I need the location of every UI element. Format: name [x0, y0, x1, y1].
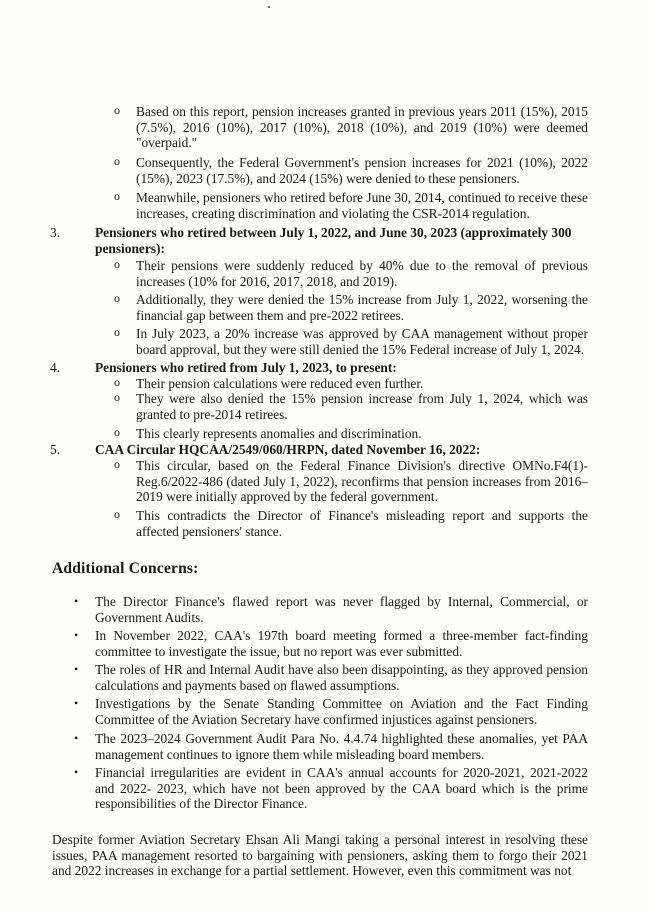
- item-heading: Pensioners who retired between July 1, 2022, and June 30, 2023 (approximately 300 pensioners):: [95, 225, 572, 256]
- hollow-bullet-icon: o: [114, 154, 120, 168]
- hollow-bullet-icon: o: [114, 425, 120, 439]
- list-item-text: They were also denied the 15% pension increase from July 1, 2024, which was granted to pre-2014 retirees.: [136, 391, 588, 422]
- list-item-text: Consequently, the Federal Government's pension increases for 2021 (10%), 2022 (15%), 2023 (17.5%), and 2024 (15%) were denied to these pensioners.: [136, 155, 588, 186]
- item-heading: CAA Circular HQCAA/2549/060/HRPN, dated November 16, 2022:: [95, 442, 481, 457]
- bullet-icon: •: [74, 731, 79, 745]
- hollow-bullet-icon: o: [114, 257, 120, 271]
- hollow-bullet-icon: o: [114, 507, 120, 521]
- list-item-text: Their pensions were suddenly reduced by 40% due to the removal of previous increases (10% for 2016, 2017, 2018, and 2019).: [136, 258, 588, 289]
- list-item-text: The roles of HR and Internal Audit have also been disappointing, as they approved pension calculations and payments based on flawed assumptions.: [95, 662, 588, 693]
- hollow-bullet-icon: o: [114, 291, 120, 305]
- hollow-bullet-icon: o: [114, 390, 120, 404]
- scan-speck: [268, 6, 270, 8]
- hollow-bullet-icon: o: [114, 325, 120, 339]
- bullet-icon: •: [74, 765, 79, 779]
- section-heading: Additional Concerns:: [52, 560, 199, 577]
- list-item-text: Financial irregularities are evident in CAA's annual accounts for 2020-2021, 2021-2022 and 2022- 2023, which have not been approved by the CAA board which is the prime responsibilities of the Director Finance.: [95, 765, 588, 812]
- list-item-text: This circular, based on the Federal Finance Division's directive OMNo.F4(1)-Reg.6/2022-486 (dated July 1, 2022), reconfirms that pension increases from 2016–2019 were initially approved by the federal government.: [136, 458, 588, 505]
- list-item-text: Investigations by the Senate Standing Committee on Aviation and the Fact Finding Committee of the Aviation Secretary have confirmed injustices against pensioners.: [95, 696, 588, 727]
- hollow-bullet-icon: o: [114, 189, 120, 203]
- item-number: 4.: [50, 360, 61, 375]
- list-item-text: This clearly represents anomalies and discrimination.: [136, 426, 422, 441]
- bullet-icon: •: [74, 594, 79, 608]
- hollow-bullet-icon: o: [114, 375, 120, 389]
- bullet-icon: •: [74, 628, 79, 642]
- list-item-text: In November 2022, CAA's 197th board meeting formed a three-member fact-finding committee to investigate the issue, but no report was ever submitted.: [95, 628, 588, 659]
- list-item-text: The Director Finance's flawed report was never flagged by Internal, Commercial, or Government Audits.: [95, 594, 588, 625]
- item-number: 3.: [50, 225, 61, 240]
- list-item-text: Additionally, they were denied the 15% increase from July 1, 2022, worsening the financial gap between them and pre-2022 retirees.: [136, 292, 588, 323]
- list-item-text: In July 2023, a 20% increase was approved by CAA management without proper board approval, but they were still denied the 15% Federal increase of July 1, 2024.: [136, 326, 588, 357]
- closing-paragraph: Despite former Aviation Secretary Ehsan Ali Mangi taking a personal interest in resolving these issues, PAA management resorted to bargaining with pensioners, asking them to forgo their 2021 and 2022 increases in exchange for a partial settlement. However, even this commitment was not: [52, 832, 588, 879]
- hollow-bullet-icon: o: [114, 103, 120, 117]
- item-number: 5.: [50, 442, 61, 457]
- list-item-text: Meanwhile, pensioners who retired before June 30, 2014, continued to receive these increases, creating discrimination and violating the CSR-2014 regulation.: [136, 190, 588, 221]
- bullet-icon: •: [74, 696, 79, 710]
- hollow-bullet-icon: o: [114, 457, 120, 471]
- item-heading: Pensioners who retired from July 1, 2023, to present:: [95, 360, 397, 375]
- list-item-text: The 2023–2024 Government Audit Para No. 4.4.74 highlighted these anomalies, yet PAA management continues to ignore them while misleading board members.: [95, 731, 588, 762]
- list-item-text: This contradicts the Director of Finance's misleading report and supports the affected pensioners' stance.: [136, 508, 588, 539]
- bullet-icon: •: [74, 662, 79, 676]
- list-item-text: Their pension calculations were reduced even further.: [136, 376, 424, 391]
- list-item-text: Based on this report, pension increases granted in previous years 2011 (15%), 2015 (7.5%), 2016 (10%), 2017 (10%), 2018 (10%), and 2019 (10%) were deemed "overpaid.": [136, 104, 588, 151]
